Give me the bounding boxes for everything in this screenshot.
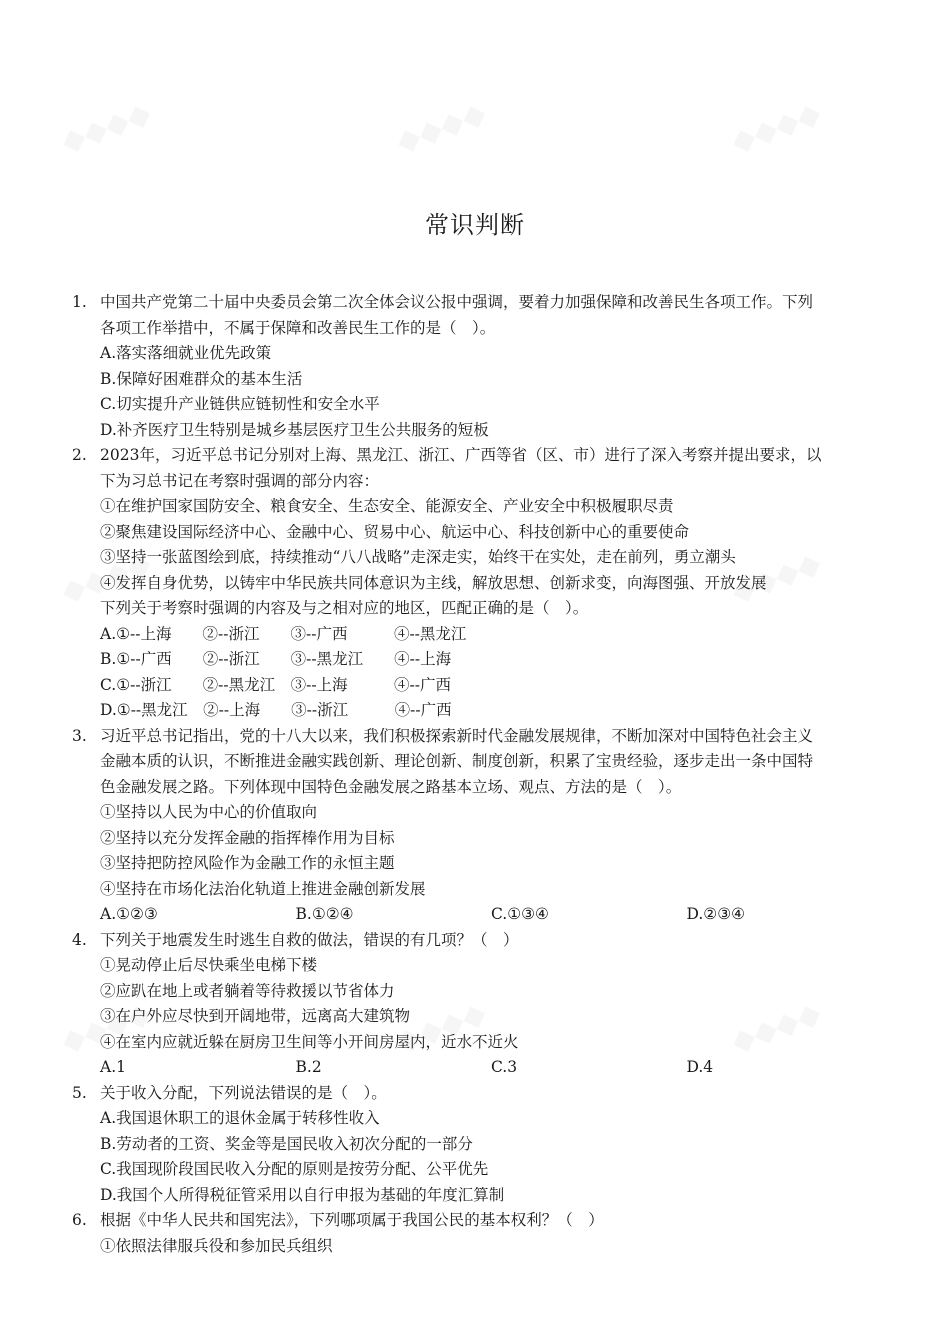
question-stem: 关于收入分配，下列说法错误的是（ ）。: [100, 1083, 387, 1102]
question-number: 2.: [72, 446, 87, 464]
statement-3: ③在户外应尽快到开阔地带，远离高大建筑物: [100, 1007, 411, 1025]
statement-3: ③坚持把防控风险作为金融工作的永恒主题: [100, 854, 395, 872]
statement-2: ②应趴在地上或者躺着等待救援以节省体力: [100, 981, 395, 1000]
question-stem: 金融本质的认识，不断推进金融实践创新、理论创新、制度创新，积累了宝贵经验，逐步走出一条中国特: [100, 752, 814, 770]
option-c: C.3: [491, 1058, 518, 1076]
option-c: C.①③④: [491, 905, 549, 923]
watermark: [392, 95, 491, 159]
option-b: B.①②④: [295, 905, 354, 923]
option-c: C.切实提升产业链供应链韧性和安全水平: [100, 395, 380, 413]
option-c: C.我国现阶段国民收入分配的原则是按劳分配、公平优先: [100, 1160, 489, 1178]
question-number: 4.: [72, 930, 87, 949]
option-d: D.4: [686, 1058, 714, 1076]
option-d: D.②③④: [686, 905, 745, 923]
question-number: 5.: [72, 1083, 87, 1102]
question-stem: 根据《中华人民共和国宪法》，下列哪项属于我国公民的基本权利？（ ）: [100, 1211, 604, 1229]
page-title: 常识判断: [425, 211, 525, 239]
question-number: 3.: [72, 726, 87, 745]
option-a: A.1: [100, 1058, 126, 1076]
question-list: [72, 290, 882, 1259]
option-a: A.①②③: [100, 905, 158, 923]
option-b: B.劳动者的工资、奖金等是国民收入初次分配的一部分: [100, 1134, 473, 1153]
question-stem: 2023年，习近平总书记分别对上海、黑龙江、浙江、广西等省（区、市）进行了深入考察并提出要求，以: [100, 446, 822, 464]
option-a: A.我国退休职工的退休金属于转移性收入: [100, 1109, 380, 1127]
question-prompt: 下列关于考察时强调的内容及与之相对应的地区，匹配正确的是（ ）。: [100, 599, 589, 617]
question-2: [72, 443, 882, 724]
statement-4: ④发挥自身优势，以铸牢中华民族共同体意识为主线，解放思想、创新求变，向海图强、开放发展: [100, 573, 767, 592]
question-4: [72, 928, 882, 1081]
question-number: 1.: [72, 293, 87, 311]
option-d: D.①--黑龙江 ②--上海 ③--浙江 ④--广西: [100, 701, 452, 719]
question-number: 6.: [72, 1211, 87, 1229]
statement-2: ②聚焦建设国际经济中心、金融中心、贸易中心、航运中心、科技创新中心的重要使命: [100, 522, 690, 541]
question-stem: 各项工作举措中，不属于保障和改善民生工作的是（ ）。: [100, 318, 496, 337]
statement-1: ①依照法律服兵役和参加民兵组织: [100, 1236, 333, 1255]
option-a: A.落实落细就业优先政策: [100, 344, 272, 362]
statement-2: ②坚持以充分发挥金融的指挥棒作用为目标: [100, 828, 395, 847]
question-stem: 下为习总书记在考察时强调的部分内容：: [100, 471, 380, 490]
option-d: D.我国个人所得税征管采用以自行申报为基础的年度汇算制: [100, 1185, 505, 1204]
question-stem: 色金融发展之路。下列体现中国特色金融发展之路基本立场、观点、方法的是（ ）。: [100, 777, 682, 796]
statement-1: ①在维护国家国防安全、粮食安全、生态安全、能源安全、产业安全中积极履职尽责: [100, 497, 674, 515]
question-1: [72, 290, 882, 443]
option-a: A.①--上海 ②--浙江 ③--广西 ④--黑龙江: [100, 624, 467, 643]
statement-4: ④在室内应就近躲在厨房卫生间等小开间房屋内，近水不近火: [100, 1032, 519, 1051]
watermark: [727, 95, 826, 159]
options-row: [100, 902, 882, 928]
option-b: B.①--广西 ②--浙江 ③--黑龙江 ④--上海: [100, 650, 452, 668]
statement-4: ④坚持在市场化法治化轨道上推进金融创新发展: [100, 879, 426, 898]
option-c: C.①--浙江 ②--黑龙江 ③--上海 ④--广西: [100, 675, 452, 694]
question-stem: 下列关于地震发生时逃生自救的做法，错误的有几项？（ ）: [100, 930, 519, 949]
option-d: D.补齐医疗卫生特别是城乡基层医疗卫生公共服务的短板: [100, 420, 489, 439]
question-6: [72, 1208, 882, 1259]
question-5: [72, 1081, 882, 1209]
statement-3: ③坚持一张蓝图绘到底，持续推动“八八战略”走深走实，始终干在实处，走在前列，勇立潮头: [100, 548, 736, 566]
options-row: [100, 1055, 882, 1081]
question-3: [72, 724, 882, 928]
option-b: B.2: [295, 1058, 322, 1076]
question-stem: 习近平总书记指出，党的十八大以来，我们积极探索新时代金融发展规律，不断加深对中国特色社会主义: [100, 726, 814, 745]
statement-1: ①晃动停止后尽快乘坐电梯下楼: [100, 956, 318, 974]
question-stem: 中国共产党第二十届中央委员会第二次全体会议公报中强调，要着力加强保障和改善民生各项工作。下列: [100, 293, 814, 311]
watermark: [57, 95, 156, 159]
option-b: B.保障好困难群众的基本生活: [100, 369, 303, 388]
statement-1: ①坚持以人民为中心的价值取向: [100, 803, 318, 821]
